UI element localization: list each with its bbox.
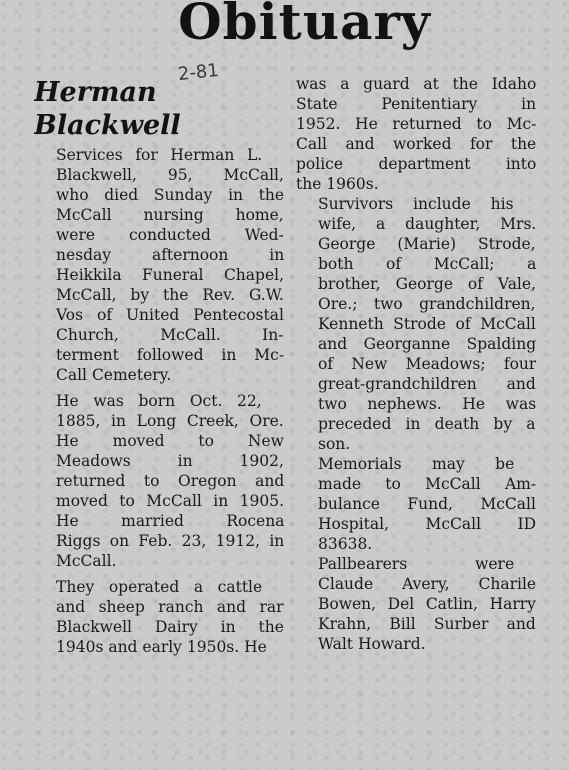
paragraph-line: Krahn, Bill Surber and xyxy=(318,615,536,633)
paragraph-line: He married Rocena xyxy=(56,512,284,530)
paragraph-line: Ore.; two grandchildren, xyxy=(318,295,536,313)
paragraph-line: Church, McCall. In- xyxy=(56,326,284,344)
headline-line: Herman xyxy=(34,77,157,108)
paragraph-line: McCall. xyxy=(56,552,117,570)
article-paragraph xyxy=(34,145,284,385)
paragraph-line: wife, a daughter, Mrs. xyxy=(318,215,536,233)
paragraph-line: 1952. He returned to Mc- xyxy=(296,115,536,133)
paragraph-line: two nephews. He was xyxy=(318,395,536,413)
paragraph-line: was a guard at the Idaho xyxy=(296,75,536,93)
paragraph-line: Claude Avery, Charile xyxy=(318,575,536,593)
article-paragraph xyxy=(296,194,536,454)
paragraph-line: police department into xyxy=(296,155,536,173)
paragraph-line: Vos of United Pentecostal xyxy=(56,306,284,324)
paragraph-line: Blackwell Dairy in the xyxy=(56,618,284,636)
obituary-headline xyxy=(34,76,284,142)
paragraph-line: Memorials may be xyxy=(318,455,515,473)
paragraph-line: brother, George of Vale, xyxy=(318,275,536,293)
article-paragraph xyxy=(296,74,536,194)
paragraph-line: terment followed in Mc- xyxy=(56,346,284,364)
paragraph-line: He was born Oct. 22, xyxy=(56,392,262,410)
paragraph-line: Call and worked for the xyxy=(296,135,536,153)
paragraph-line: Services for Herman L. xyxy=(56,146,263,164)
handwritten-date-note: 2-81 xyxy=(177,59,220,86)
paragraph-line: 83638. xyxy=(318,535,373,553)
paragraph-line: moved to McCall in 1905. xyxy=(56,492,284,510)
headline-line: Blackwell xyxy=(34,110,181,141)
paragraph-line: 1940s and early 1950s. He xyxy=(56,638,267,656)
paragraph-line: made to McCall Am- xyxy=(318,475,536,493)
paragraph-line: State Penitentiary in xyxy=(296,95,536,113)
paragraph-line: both of McCall; a xyxy=(318,255,536,273)
paragraph-line: Survivors include his xyxy=(318,195,514,213)
paragraph-line: George (Marie) Strode, xyxy=(318,235,536,253)
paragraph-line: Riggs on Feb. 23, 1912, in xyxy=(56,532,284,550)
paragraph-line: Blackwell, 95, McCall, xyxy=(56,166,284,184)
paragraph-line: McCall nursing home, xyxy=(56,206,284,224)
paragraph-line: of New Meadows; four xyxy=(318,355,536,373)
paragraph-line: Meadows in 1902, xyxy=(56,452,284,470)
masthead xyxy=(0,0,569,56)
article-paragraph xyxy=(34,391,284,571)
paragraph-line: Hospital, McCall ID xyxy=(318,515,536,533)
paragraph-line: Walt Howard. xyxy=(318,635,426,653)
article-paragraph xyxy=(34,577,284,657)
paragraph-line: McCall, by the Rev. G.W. xyxy=(56,286,284,304)
paragraph-line: They operated a cattle xyxy=(56,578,263,596)
paragraph-line: Call Cemetery. xyxy=(56,366,172,384)
paragraph-line: Heikkila Funeral Chapel, xyxy=(56,266,284,284)
right-column xyxy=(296,74,536,654)
paragraph-line: and sheep ranch and rar xyxy=(56,598,284,616)
masthead-title: Obituary xyxy=(178,0,431,51)
paragraph-line: Bowen, Del Catlin, Harry xyxy=(318,595,536,613)
paragraph-line: son. xyxy=(318,435,351,453)
paragraph-line: great-grandchildren and xyxy=(318,375,536,393)
paragraph-line: Pallbearers were xyxy=(318,555,515,573)
paragraph-line: the 1960s. xyxy=(296,175,379,193)
article-paragraph xyxy=(296,454,536,554)
paragraph-line: Kenneth Strode of McCall xyxy=(318,315,536,333)
paragraph-line: nesday afternoon in xyxy=(56,246,284,264)
paragraph-line: 1885, in Long Creek, Ore. xyxy=(56,412,284,430)
article-paragraph xyxy=(296,554,536,654)
paragraph-line: and Georganne Spalding xyxy=(318,335,536,353)
paragraph-line: returned to Oregon and xyxy=(56,472,284,490)
paragraph-line: who died Sunday in the xyxy=(56,186,284,204)
paragraph-line: were conducted Wed- xyxy=(56,226,284,244)
paragraph-line: preceded in death by a xyxy=(318,415,536,433)
paragraph-line: bulance Fund, McCall xyxy=(318,495,536,513)
left-column xyxy=(34,76,284,657)
paragraph-line: He moved to New xyxy=(56,432,284,450)
